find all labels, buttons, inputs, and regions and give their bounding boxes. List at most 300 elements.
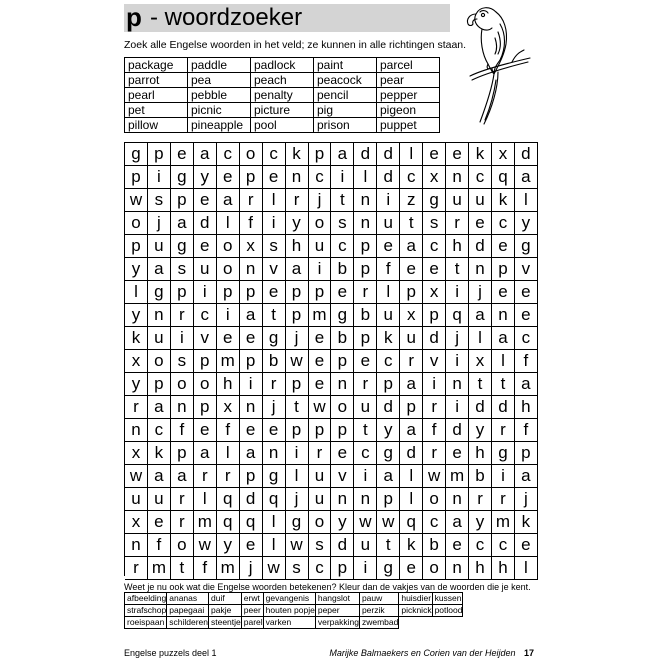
grid-cell[interactable]: d: [492, 396, 515, 419]
translation-cell[interactable]: picknick: [399, 605, 432, 617]
grid-cell[interactable]: y: [515, 212, 538, 235]
grid-cell[interactable]: e: [446, 143, 469, 166]
grid-cell[interactable]: s: [331, 212, 354, 235]
grid-cell[interactable]: p: [331, 557, 354, 580]
grid-cell[interactable]: q: [446, 304, 469, 327]
grid-cell[interactable]: a: [377, 465, 400, 488]
grid-cell[interactable]: q: [217, 511, 240, 534]
grid-cell[interactable]: n: [125, 534, 148, 557]
grid-cell[interactable]: n: [240, 396, 263, 419]
grid-cell[interactable]: a: [469, 304, 492, 327]
grid-cell[interactable]: m: [446, 465, 469, 488]
grid-cell[interactable]: n: [446, 373, 469, 396]
grid-cell[interactable]: y: [469, 419, 492, 442]
grid-cell[interactable]: c: [469, 534, 492, 557]
grid-cell[interactable]: n: [148, 304, 171, 327]
grid-cell[interactable]: e: [263, 419, 286, 442]
grid-cell[interactable]: u: [354, 534, 377, 557]
translation-cell[interactable]: gevangenis: [263, 593, 315, 605]
grid-cell[interactable]: e: [354, 350, 377, 373]
grid-cell[interactable]: b: [263, 350, 286, 373]
grid-cell[interactable]: o: [423, 488, 446, 511]
grid-cell[interactable]: a: [240, 442, 263, 465]
grid-cell[interactable]: v: [515, 258, 538, 281]
grid-cell[interactable]: p: [400, 281, 423, 304]
grid-cell[interactable]: r: [354, 281, 377, 304]
grid-cell[interactable]: e: [377, 235, 400, 258]
grid-cell[interactable]: e: [194, 419, 217, 442]
grid-cell[interactable]: t: [469, 373, 492, 396]
grid-cell[interactable]: e: [309, 350, 332, 373]
grid-cell[interactable]: c: [423, 235, 446, 258]
grid-cell[interactable]: j: [469, 281, 492, 304]
grid-cell[interactable]: w: [286, 350, 309, 373]
grid-cell[interactable]: a: [148, 465, 171, 488]
grid-cell[interactable]: w: [309, 396, 332, 419]
grid-cell[interactable]: l: [217, 212, 240, 235]
grid-cell[interactable]: c: [492, 534, 515, 557]
grid-cell[interactable]: r: [240, 189, 263, 212]
grid-cell[interactable]: i: [263, 212, 286, 235]
grid-cell[interactable]: y: [469, 511, 492, 534]
grid-cell[interactable]: a: [240, 304, 263, 327]
grid-cell[interactable]: p: [286, 281, 309, 304]
grid-cell[interactable]: i: [492, 465, 515, 488]
grid-cell[interactable]: r: [217, 465, 240, 488]
translation-cell[interactable]: perzik: [359, 605, 398, 617]
grid-cell[interactable]: j: [148, 212, 171, 235]
grid-cell[interactable]: s: [309, 534, 332, 557]
grid-cell[interactable]: w: [263, 557, 286, 580]
grid-cell[interactable]: n: [240, 258, 263, 281]
grid-cell[interactable]: e: [171, 143, 194, 166]
grid-cell[interactable]: r: [263, 373, 286, 396]
grid-cell[interactable]: p: [148, 143, 171, 166]
grid-cell[interactable]: f: [240, 212, 263, 235]
grid-cell[interactable]: v: [263, 258, 286, 281]
grid-cell[interactable]: l: [377, 281, 400, 304]
grid-cell[interactable]: l: [400, 488, 423, 511]
translation-cell[interactable]: duif: [208, 593, 241, 605]
grid-cell[interactable]: c: [309, 557, 332, 580]
grid-cell[interactable]: o: [125, 212, 148, 235]
grid-cell[interactable]: e: [194, 235, 217, 258]
grid-cell[interactable]: w: [423, 465, 446, 488]
grid-cell[interactable]: n: [331, 488, 354, 511]
grid-cell[interactable]: g: [125, 143, 148, 166]
grid-cell[interactable]: a: [446, 511, 469, 534]
grid-cell[interactable]: a: [515, 166, 538, 189]
grid-cell[interactable]: i: [423, 373, 446, 396]
grid-cell[interactable]: w: [286, 534, 309, 557]
grid-cell[interactable]: p: [331, 419, 354, 442]
grid-cell[interactable]: e: [331, 442, 354, 465]
grid-cell[interactable]: i: [286, 442, 309, 465]
grid-cell[interactable]: a: [171, 465, 194, 488]
grid-cell[interactable]: e: [515, 281, 538, 304]
grid-cell[interactable]: b: [331, 258, 354, 281]
grid-cell[interactable]: a: [515, 465, 538, 488]
grid-cell[interactable]: i: [217, 304, 240, 327]
grid-cell[interactable]: x: [240, 235, 263, 258]
grid-cell[interactable]: k: [286, 143, 309, 166]
grid-cell[interactable]: e: [492, 281, 515, 304]
grid-cell[interactable]: e: [423, 143, 446, 166]
grid-cell[interactable]: r: [423, 442, 446, 465]
grid-cell[interactable]: i: [309, 258, 332, 281]
grid-cell[interactable]: g: [148, 281, 171, 304]
grid-cell[interactable]: f: [217, 419, 240, 442]
grid-cell[interactable]: e: [194, 189, 217, 212]
grid-cell[interactable]: t: [286, 396, 309, 419]
grid-cell[interactable]: n: [492, 304, 515, 327]
grid-cell[interactable]: t: [377, 534, 400, 557]
grid-cell[interactable]: e: [148, 511, 171, 534]
grid-cell[interactable]: p: [492, 258, 515, 281]
grid-cell[interactable]: n: [446, 557, 469, 580]
grid-cell[interactable]: r: [125, 557, 148, 580]
grid-cell[interactable]: l: [515, 557, 538, 580]
grid-cell[interactable]: t: [492, 373, 515, 396]
grid-cell[interactable]: e: [240, 534, 263, 557]
grid-cell[interactable]: n: [286, 166, 309, 189]
grid-cell[interactable]: d: [377, 396, 400, 419]
grid-cell[interactable]: t: [263, 304, 286, 327]
grid-cell[interactable]: b: [469, 465, 492, 488]
translation-cell[interactable]: pauw: [359, 593, 398, 605]
translation-cell[interactable]: houten popje: [263, 605, 315, 617]
grid-cell[interactable]: c: [217, 143, 240, 166]
grid-cell[interactable]: y: [286, 212, 309, 235]
grid-cell[interactable]: u: [148, 327, 171, 350]
grid-cell[interactable]: r: [492, 419, 515, 442]
grid-cell[interactable]: l: [469, 327, 492, 350]
grid-cell[interactable]: u: [309, 488, 332, 511]
grid-cell[interactable]: p: [240, 166, 263, 189]
grid-cell[interactable]: k: [148, 442, 171, 465]
grid-cell[interactable]: j: [446, 327, 469, 350]
grid-cell[interactable]: d: [446, 419, 469, 442]
grid-cell[interactable]: s: [171, 258, 194, 281]
grid-cell[interactable]: e: [309, 373, 332, 396]
grid-cell[interactable]: a: [492, 327, 515, 350]
translation-cell[interactable]: afbeelding: [125, 593, 167, 605]
grid-cell[interactable]: p: [309, 281, 332, 304]
grid-cell[interactable]: r: [286, 189, 309, 212]
grid-cell[interactable]: u: [194, 258, 217, 281]
grid-cell[interactable]: m: [217, 557, 240, 580]
grid-cell[interactable]: d: [331, 534, 354, 557]
grid-cell[interactable]: m: [217, 350, 240, 373]
grid-cell[interactable]: x: [400, 304, 423, 327]
grid-cell[interactable]: m: [492, 511, 515, 534]
grid-cell[interactable]: k: [377, 327, 400, 350]
grid-cell[interactable]: h: [469, 442, 492, 465]
grid-cell[interactable]: i: [446, 281, 469, 304]
grid-cell[interactable]: x: [423, 281, 446, 304]
grid-cell[interactable]: a: [217, 189, 240, 212]
grid-cell[interactable]: w: [125, 465, 148, 488]
grid-cell[interactable]: s: [423, 212, 446, 235]
grid-cell[interactable]: c: [377, 350, 400, 373]
grid-cell[interactable]: l: [286, 465, 309, 488]
translation-cell[interactable]: hangslot: [315, 593, 359, 605]
grid-cell[interactable]: b: [331, 327, 354, 350]
grid-cell[interactable]: u: [446, 189, 469, 212]
grid-cell[interactable]: u: [148, 235, 171, 258]
grid-cell[interactable]: i: [446, 396, 469, 419]
grid-cell[interactable]: r: [400, 350, 423, 373]
grid-cell[interactable]: e: [309, 327, 332, 350]
grid-cell[interactable]: f: [171, 419, 194, 442]
grid-cell[interactable]: p: [377, 488, 400, 511]
grid-cell[interactable]: i: [354, 465, 377, 488]
grid-cell[interactable]: g: [171, 166, 194, 189]
grid-cell[interactable]: n: [171, 396, 194, 419]
grid-cell[interactable]: y: [331, 511, 354, 534]
grid-cell[interactable]: q: [217, 488, 240, 511]
grid-cell[interactable]: n: [331, 373, 354, 396]
grid-cell[interactable]: i: [240, 373, 263, 396]
grid-cell[interactable]: f: [423, 419, 446, 442]
grid-cell[interactable]: o: [194, 373, 217, 396]
translation-cell[interactable]: huisdier: [399, 593, 432, 605]
grid-cell[interactable]: q: [400, 511, 423, 534]
translation-cell[interactable]: verpakking: [315, 617, 359, 629]
grid-cell[interactable]: p: [286, 304, 309, 327]
grid-cell[interactable]: f: [515, 419, 538, 442]
grid-cell[interactable]: z: [400, 189, 423, 212]
grid-cell[interactable]: e: [240, 419, 263, 442]
translation-cell[interactable]: potlood: [432, 605, 463, 617]
grid-cell[interactable]: i: [354, 557, 377, 580]
grid-cell[interactable]: e: [400, 258, 423, 281]
grid-cell[interactable]: j: [286, 488, 309, 511]
grid-cell[interactable]: e: [469, 212, 492, 235]
grid-cell[interactable]: n: [446, 166, 469, 189]
grid-cell[interactable]: e: [217, 166, 240, 189]
grid-cell[interactable]: r: [354, 373, 377, 396]
grid-cell[interactable]: k: [125, 327, 148, 350]
grid-cell[interactable]: c: [263, 143, 286, 166]
grid-cell[interactable]: p: [171, 281, 194, 304]
grid-cell[interactable]: j: [515, 488, 538, 511]
grid-cell[interactable]: h: [492, 557, 515, 580]
grid-cell[interactable]: l: [194, 488, 217, 511]
grid-cell[interactable]: t: [171, 557, 194, 580]
grid-cell[interactable]: a: [331, 143, 354, 166]
translation-cell[interactable]: papegaai: [167, 605, 209, 617]
grid-cell[interactable]: d: [515, 143, 538, 166]
grid-cell[interactable]: n: [354, 212, 377, 235]
grid-cell[interactable]: d: [469, 235, 492, 258]
grid-cell[interactable]: e: [515, 304, 538, 327]
grid-cell[interactable]: n: [354, 488, 377, 511]
grid-cell[interactable]: x: [125, 442, 148, 465]
grid-cell[interactable]: p: [148, 373, 171, 396]
grid-cell[interactable]: w: [125, 189, 148, 212]
grid-cell[interactable]: n: [469, 258, 492, 281]
grid-cell[interactable]: r: [309, 442, 332, 465]
grid-cell[interactable]: o: [171, 373, 194, 396]
grid-cell[interactable]: i: [194, 281, 217, 304]
grid-cell[interactable]: r: [171, 488, 194, 511]
grid-cell[interactable]: n: [446, 488, 469, 511]
grid-cell[interactable]: e: [217, 327, 240, 350]
translation-cell[interactable]: ananas: [167, 593, 209, 605]
grid-cell[interactable]: e: [263, 281, 286, 304]
grid-cell[interactable]: s: [171, 350, 194, 373]
grid-cell[interactable]: c: [148, 419, 171, 442]
grid-cell[interactable]: d: [377, 143, 400, 166]
grid-cell[interactable]: p: [194, 350, 217, 373]
grid-cell[interactable]: h: [446, 235, 469, 258]
grid-cell[interactable]: t: [446, 258, 469, 281]
grid-cell[interactable]: w: [354, 511, 377, 534]
grid-cell[interactable]: p: [240, 350, 263, 373]
grid-cell[interactable]: p: [171, 442, 194, 465]
grid-cell[interactable]: d: [194, 212, 217, 235]
translation-cell[interactable]: peer: [241, 605, 263, 617]
grid-cell[interactable]: p: [286, 419, 309, 442]
grid-cell[interactable]: u: [148, 488, 171, 511]
grid-cell[interactable]: a: [194, 442, 217, 465]
grid-cell[interactable]: h: [217, 373, 240, 396]
grid-cell[interactable]: c: [354, 442, 377, 465]
grid-cell[interactable]: f: [148, 534, 171, 557]
grid-cell[interactable]: f: [194, 557, 217, 580]
grid-cell[interactable]: p: [171, 189, 194, 212]
grid-cell[interactable]: l: [263, 534, 286, 557]
grid-cell[interactable]: k: [515, 511, 538, 534]
grid-cell[interactable]: j: [263, 396, 286, 419]
grid-cell[interactable]: q: [263, 488, 286, 511]
translation-cell[interactable]: varken: [263, 617, 315, 629]
grid-cell[interactable]: w: [194, 534, 217, 557]
grid-cell[interactable]: n: [263, 442, 286, 465]
grid-cell[interactable]: x: [469, 350, 492, 373]
grid-cell[interactable]: l: [400, 465, 423, 488]
grid-cell[interactable]: o: [148, 350, 171, 373]
grid-cell[interactable]: x: [125, 511, 148, 534]
grid-cell[interactable]: a: [400, 373, 423, 396]
grid-cell[interactable]: u: [354, 396, 377, 419]
grid-cell[interactable]: e: [492, 235, 515, 258]
grid-cell[interactable]: i: [171, 327, 194, 350]
grid-cell[interactable]: h: [286, 235, 309, 258]
translation-cell[interactable]: erwt: [241, 593, 263, 605]
grid-cell[interactable]: m: [194, 511, 217, 534]
grid-cell[interactable]: i: [331, 166, 354, 189]
translation-cell[interactable]: kussen: [432, 593, 463, 605]
grid-cell[interactable]: f: [377, 258, 400, 281]
grid-cell[interactable]: l: [492, 350, 515, 373]
grid-cell[interactable]: p: [240, 281, 263, 304]
grid-cell[interactable]: g: [377, 442, 400, 465]
grid-cell[interactable]: r: [446, 212, 469, 235]
grid-cell[interactable]: a: [194, 143, 217, 166]
translation-cell[interactable]: strafschop: [125, 605, 167, 617]
grid-cell[interactable]: y: [194, 166, 217, 189]
grid-cell[interactable]: l: [125, 281, 148, 304]
grid-cell[interactable]: o: [171, 534, 194, 557]
grid-cell[interactable]: d: [400, 442, 423, 465]
grid-cell[interactable]: r: [423, 396, 446, 419]
grid-cell[interactable]: g: [377, 557, 400, 580]
grid-cell[interactable]: o: [217, 258, 240, 281]
grid-cell[interactable]: l: [263, 189, 286, 212]
translation-cell[interactable]: schilderen: [167, 617, 209, 629]
grid-cell[interactable]: p: [377, 373, 400, 396]
grid-cell[interactable]: x: [125, 350, 148, 373]
grid-cell[interactable]: e: [240, 327, 263, 350]
grid-cell[interactable]: l: [217, 442, 240, 465]
grid-cell[interactable]: t: [400, 212, 423, 235]
grid-cell[interactable]: y: [125, 304, 148, 327]
grid-cell[interactable]: c: [469, 166, 492, 189]
grid-cell[interactable]: g: [263, 327, 286, 350]
grid-cell[interactable]: d: [240, 488, 263, 511]
grid-cell[interactable]: x: [492, 143, 515, 166]
grid-cell[interactable]: m: [309, 304, 332, 327]
grid-cell[interactable]: t: [331, 189, 354, 212]
grid-cell[interactable]: p: [286, 373, 309, 396]
grid-cell[interactable]: o: [309, 212, 332, 235]
grid-cell[interactable]: a: [400, 419, 423, 442]
translation-cell[interactable]: peper: [315, 605, 359, 617]
grid-cell[interactable]: p: [515, 442, 538, 465]
grid-cell[interactable]: y: [377, 419, 400, 442]
grid-cell[interactable]: g: [331, 304, 354, 327]
grid-cell[interactable]: i: [446, 350, 469, 373]
grid-cell[interactable]: u: [309, 235, 332, 258]
grid-cell[interactable]: s: [286, 557, 309, 580]
grid-cell[interactable]: r: [194, 465, 217, 488]
grid-cell[interactable]: c: [515, 327, 538, 350]
grid-cell[interactable]: p: [240, 465, 263, 488]
translation-cell[interactable]: parel: [241, 617, 263, 629]
grid-cell[interactable]: e: [263, 166, 286, 189]
grid-cell[interactable]: l: [515, 189, 538, 212]
grid-cell[interactable]: u: [377, 304, 400, 327]
grid-cell[interactable]: n: [125, 419, 148, 442]
grid-cell[interactable]: r: [171, 511, 194, 534]
translation-cell[interactable]: zwembad: [359, 617, 398, 629]
grid-cell[interactable]: a: [400, 235, 423, 258]
grid-cell[interactable]: p: [331, 350, 354, 373]
grid-cell[interactable]: p: [400, 396, 423, 419]
grid-cell[interactable]: u: [377, 212, 400, 235]
grid-cell[interactable]: c: [423, 511, 446, 534]
translation-cell[interactable]: roeispaan: [125, 617, 167, 629]
grid-cell[interactable]: w: [377, 511, 400, 534]
grid-cell[interactable]: x: [423, 166, 446, 189]
grid-cell[interactable]: e: [400, 557, 423, 580]
grid-cell[interactable]: s: [148, 189, 171, 212]
grid-cell[interactable]: v: [194, 327, 217, 350]
grid-cell[interactable]: a: [515, 373, 538, 396]
grid-cell[interactable]: u: [469, 189, 492, 212]
grid-cell[interactable]: e: [331, 281, 354, 304]
grid-cell[interactable]: p: [125, 235, 148, 258]
grid-cell[interactable]: d: [377, 166, 400, 189]
grid-cell[interactable]: o: [423, 557, 446, 580]
grid-cell[interactable]: e: [446, 534, 469, 557]
grid-cell[interactable]: g: [286, 511, 309, 534]
grid-cell[interactable]: r: [492, 488, 515, 511]
grid-cell[interactable]: h: [469, 557, 492, 580]
grid-cell[interactable]: d: [469, 396, 492, 419]
